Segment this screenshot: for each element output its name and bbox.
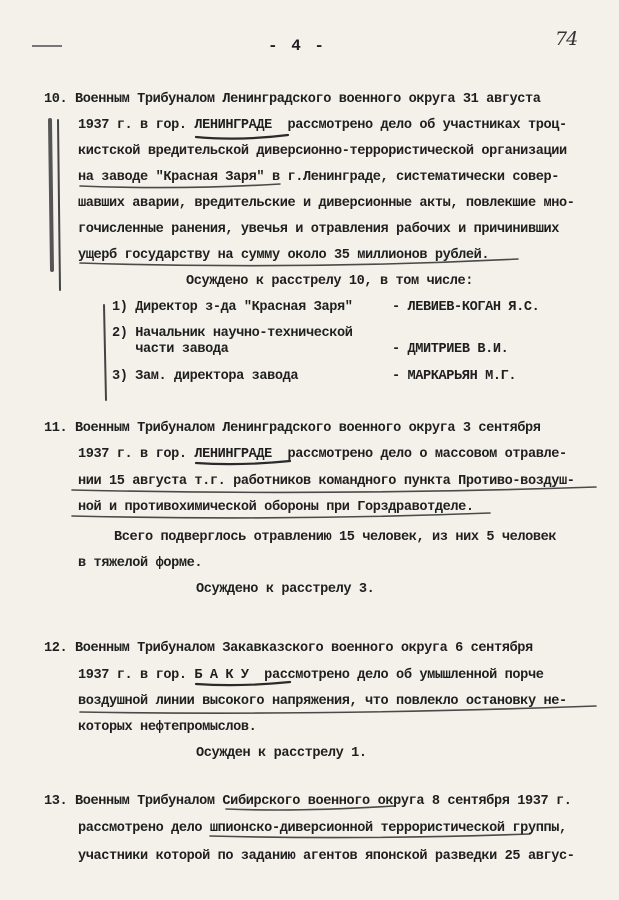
item-11-line: Всего подверглось отравлению 15 человек, из них 5 человек (114, 530, 557, 545)
item-10-line: 10. Военным Трибуналом Ленинградского военного округа 31 августа (44, 92, 541, 107)
item-12-line: которых нефтепромыслов. (78, 720, 257, 735)
person-3-role: 3) Зам. директора завода (112, 369, 299, 384)
person-1-name: - ЛЕВИЕВ-КОГАН Я.С. (392, 300, 540, 315)
item-13-line: 13. Военным Трибуналом Сибирского военного округа 8 сентября 1937 г. (44, 794, 572, 809)
item-10-line: кистской вредительской диверсионно-террористической организации (78, 144, 567, 159)
item-11-line: в тяжелой форме. (78, 556, 203, 571)
item-12-line: 12. Военным Трибуналом Закавказского военного округа 6 сентября (44, 641, 533, 656)
item-10-line: шавших аварии, вредительские и диверсионные акты, повлекшие мно- (78, 196, 575, 211)
item-10-line: 1937 г. в гор. ЛЕНИНГРАДЕ рассмотрено дело об участниках троц- (78, 118, 567, 133)
item-10-verdict: Осуждено к расстрелу 10, в том числе: (186, 274, 474, 289)
item-10-line: гочисленные ранения, увечья и отравления рабочих и причинивших (78, 222, 559, 237)
margin-bar-10-outer (50, 120, 52, 270)
item-10-line: на заводе "Красная Заря" в г.Ленинграде, систематически совер- (78, 170, 559, 185)
person-2-role-cont: части завода (112, 342, 229, 357)
person-3-name: - МАРКАРЬЯН М.Г. (392, 369, 517, 384)
person-1-role: 1) Директор з-да "Красная Заря" (112, 300, 353, 315)
bracket-persons (104, 305, 106, 400)
item-11-line: нии 15 августа т.г. работников командного пункта Противо-воздуш- (78, 474, 575, 489)
item-12-verdict: Осужден к расстрелу 1. (196, 746, 367, 761)
item-11-line: 11. Военным Трибуналом Ленинградского военного округа 3 сентября (44, 421, 541, 436)
page-number: - 4 - (268, 37, 327, 55)
person-2-role: 2) Начальник научно-технической (112, 326, 353, 341)
item-12-line: 1937 г. в гор. Б А К У рассмотрено дело об умышленной порче (78, 668, 544, 683)
item-11-verdict: Осуждено к расстрелу 3. (196, 582, 375, 597)
item-11-line: 1937 г. в гор. ЛЕНИНГРАДЕ рассмотрено дело о массовом отравле- (78, 447, 567, 462)
item-13-line: рассмотрено дело шпионско-диверсионной террористической группы, (78, 821, 567, 836)
margin-bar-10-inner (58, 120, 60, 290)
item-13-line: участники которой по заданию агентов японской разведки 25 авгус- (78, 849, 575, 864)
person-2-name: - ДМИТРИЕВ В.И. (392, 342, 509, 357)
item-12-line: воздушной линии высокого напряжения, что повлекло остановку не- (78, 694, 567, 709)
underline-leningrad-10 (196, 135, 288, 139)
item-11-line: ной и противохимической обороны при Горздравотделе. (78, 500, 474, 515)
handwritten-page-number: 74 (555, 28, 578, 50)
item-10-line: ущерб государству на сумму около 35 миллионов рублей. (78, 248, 490, 263)
